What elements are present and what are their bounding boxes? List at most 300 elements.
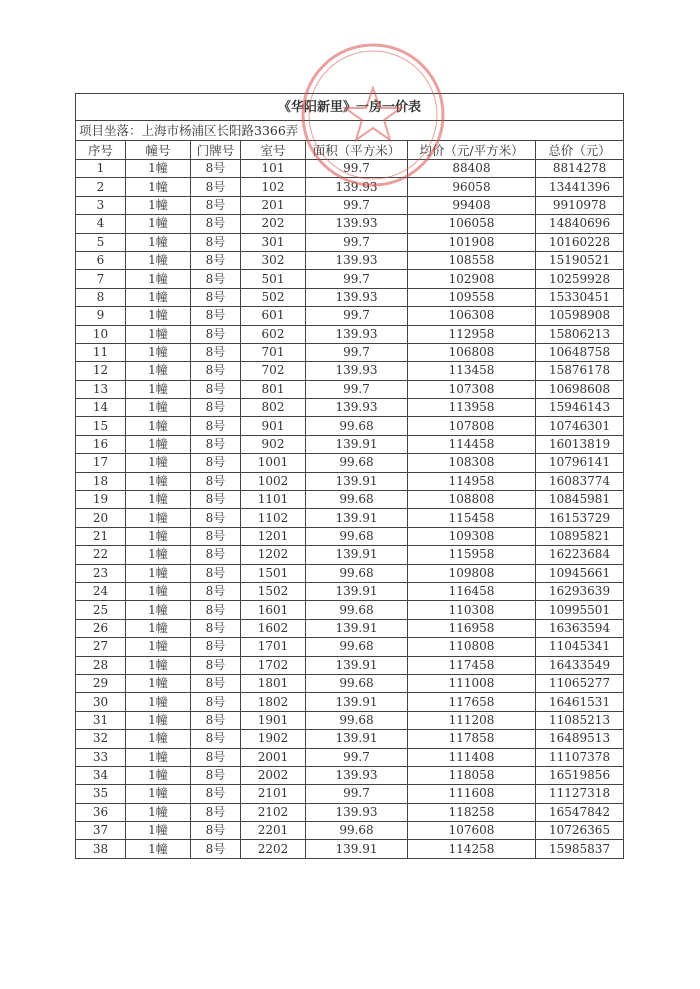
row-index: 21 xyxy=(76,527,126,545)
total-price: 10259928 xyxy=(536,270,624,288)
total-price: 10648758 xyxy=(536,343,624,361)
row-index: 33 xyxy=(76,748,126,766)
area: 99.68 xyxy=(306,638,408,656)
building-no: 1幢 xyxy=(126,178,191,196)
row-index: 1 xyxy=(76,160,126,178)
door-no: 8号 xyxy=(191,380,241,398)
building-no: 1幢 xyxy=(126,730,191,748)
total-price: 16363594 xyxy=(536,619,624,637)
room-no: 301 xyxy=(241,233,306,251)
building-no: 1幢 xyxy=(126,417,191,435)
door-no: 8号 xyxy=(191,693,241,711)
area: 139.91 xyxy=(306,656,408,674)
total-price: 10796141 xyxy=(536,454,624,472)
room-no: 1701 xyxy=(241,638,306,656)
total-price: 16461531 xyxy=(536,693,624,711)
total-price: 16223684 xyxy=(536,546,624,564)
row-index: 15 xyxy=(76,417,126,435)
door-no: 8号 xyxy=(191,582,241,600)
building-no: 1幢 xyxy=(126,785,191,803)
unit-price: 114458 xyxy=(408,435,536,453)
total-price: 9910978 xyxy=(536,196,624,214)
door-no: 8号 xyxy=(191,674,241,692)
unit-price: 106308 xyxy=(408,307,536,325)
table-row xyxy=(76,785,624,803)
total-price: 15330451 xyxy=(536,288,624,306)
door-no: 8号 xyxy=(191,270,241,288)
row-index: 22 xyxy=(76,546,126,564)
row-index: 34 xyxy=(76,766,126,784)
col-header-index: 序号 xyxy=(76,141,126,160)
table-row xyxy=(76,656,624,674)
row-index: 13 xyxy=(76,380,126,398)
table-row xyxy=(76,454,624,472)
building-no: 1幢 xyxy=(126,233,191,251)
table-row xyxy=(76,803,624,821)
door-no: 8号 xyxy=(191,785,241,803)
area: 99.68 xyxy=(306,711,408,729)
unit-price: 118058 xyxy=(408,766,536,784)
room-no: 702 xyxy=(241,362,306,380)
col-header-room: 室号 xyxy=(241,141,306,160)
room-no: 1501 xyxy=(241,564,306,582)
unit-price: 111008 xyxy=(408,674,536,692)
unit-price: 108808 xyxy=(408,491,536,509)
table-row xyxy=(76,619,624,637)
room-no: 2201 xyxy=(241,822,306,840)
total-price: 15946143 xyxy=(536,399,624,417)
total-price: 11127318 xyxy=(536,785,624,803)
door-no: 8号 xyxy=(191,656,241,674)
room-no: 1001 xyxy=(241,454,306,472)
door-no: 8号 xyxy=(191,822,241,840)
row-index: 36 xyxy=(76,803,126,821)
col-header-door: 门牌号 xyxy=(191,141,241,160)
building-no: 1幢 xyxy=(126,601,191,619)
area: 139.93 xyxy=(306,215,408,233)
building-no: 1幢 xyxy=(126,564,191,582)
unit-price: 118258 xyxy=(408,803,536,821)
room-no: 201 xyxy=(241,196,306,214)
room-no: 2102 xyxy=(241,803,306,821)
header-row xyxy=(76,141,624,160)
row-index: 6 xyxy=(76,251,126,269)
total-price: 11065277 xyxy=(536,674,624,692)
building-no: 1幢 xyxy=(126,582,191,600)
door-no: 8号 xyxy=(191,472,241,490)
unit-price: 88408 xyxy=(408,160,536,178)
door-no: 8号 xyxy=(191,233,241,251)
building-no: 1幢 xyxy=(126,270,191,288)
area: 139.91 xyxy=(306,619,408,637)
total-price: 16293639 xyxy=(536,582,624,600)
unit-price: 106058 xyxy=(408,215,536,233)
table-row xyxy=(76,638,624,656)
building-no: 1幢 xyxy=(126,399,191,417)
row-index: 8 xyxy=(76,288,126,306)
row-index: 29 xyxy=(76,674,126,692)
area: 139.93 xyxy=(306,178,408,196)
table-row xyxy=(76,693,624,711)
total-price: 13441396 xyxy=(536,178,624,196)
room-no: 1601 xyxy=(241,601,306,619)
building-no: 1幢 xyxy=(126,619,191,637)
row-index: 20 xyxy=(76,509,126,527)
room-no: 902 xyxy=(241,435,306,453)
door-no: 8号 xyxy=(191,546,241,564)
door-no: 8号 xyxy=(191,730,241,748)
unit-price: 117658 xyxy=(408,693,536,711)
building-no: 1幢 xyxy=(126,638,191,656)
building-no: 1幢 xyxy=(126,840,191,858)
room-no: 701 xyxy=(241,343,306,361)
row-index: 4 xyxy=(76,215,126,233)
unit-price: 117858 xyxy=(408,730,536,748)
building-no: 1幢 xyxy=(126,509,191,527)
unit-price: 107608 xyxy=(408,822,536,840)
area: 139.93 xyxy=(306,325,408,343)
room-no: 2002 xyxy=(241,766,306,784)
room-no: 502 xyxy=(241,288,306,306)
row-index: 37 xyxy=(76,822,126,840)
total-price: 10698608 xyxy=(536,380,624,398)
total-price: 10895821 xyxy=(536,527,624,545)
door-no: 8号 xyxy=(191,803,241,821)
building-no: 1幢 xyxy=(126,491,191,509)
table-row xyxy=(76,748,624,766)
table-row xyxy=(76,840,624,858)
row-index: 3 xyxy=(76,196,126,214)
door-no: 8号 xyxy=(191,196,241,214)
row-index: 35 xyxy=(76,785,126,803)
building-no: 1幢 xyxy=(126,325,191,343)
area: 99.7 xyxy=(306,380,408,398)
total-price: 15876178 xyxy=(536,362,624,380)
building-no: 1幢 xyxy=(126,435,191,453)
table-row xyxy=(76,601,624,619)
unit-price: 114258 xyxy=(408,840,536,858)
room-no: 1901 xyxy=(241,711,306,729)
building-no: 1幢 xyxy=(126,343,191,361)
door-no: 8号 xyxy=(191,215,241,233)
room-no: 1202 xyxy=(241,546,306,564)
area: 139.93 xyxy=(306,766,408,784)
area: 99.7 xyxy=(306,160,408,178)
building-no: 1幢 xyxy=(126,803,191,821)
room-no: 101 xyxy=(241,160,306,178)
door-no: 8号 xyxy=(191,160,241,178)
building-no: 1幢 xyxy=(126,546,191,564)
door-no: 8号 xyxy=(191,251,241,269)
row-index: 14 xyxy=(76,399,126,417)
area: 99.7 xyxy=(306,270,408,288)
total-price: 14840696 xyxy=(536,215,624,233)
table-row xyxy=(76,564,624,582)
table-row xyxy=(76,527,624,545)
total-price: 15985837 xyxy=(536,840,624,858)
total-price: 16547842 xyxy=(536,803,624,821)
total-price: 16519856 xyxy=(536,766,624,784)
door-no: 8号 xyxy=(191,288,241,306)
building-no: 1幢 xyxy=(126,251,191,269)
total-price: 10598908 xyxy=(536,307,624,325)
unit-price: 116458 xyxy=(408,582,536,600)
row-index: 24 xyxy=(76,582,126,600)
door-no: 8号 xyxy=(191,399,241,417)
total-price: 8814278 xyxy=(536,160,624,178)
total-price: 10746301 xyxy=(536,417,624,435)
building-no: 1幢 xyxy=(126,656,191,674)
price-list-table xyxy=(75,93,624,859)
door-no: 8号 xyxy=(191,178,241,196)
row-index: 2 xyxy=(76,178,126,196)
col-header-unit-price: 均价（元/平方米） xyxy=(408,141,536,160)
area: 139.91 xyxy=(306,582,408,600)
total-price: 11085213 xyxy=(536,711,624,729)
unit-price: 107808 xyxy=(408,417,536,435)
unit-price: 116958 xyxy=(408,619,536,637)
area: 139.91 xyxy=(306,693,408,711)
unit-price: 111408 xyxy=(408,748,536,766)
area: 99.68 xyxy=(306,454,408,472)
room-no: 1502 xyxy=(241,582,306,600)
room-no: 1801 xyxy=(241,674,306,692)
total-price: 10945661 xyxy=(536,564,624,582)
unit-price: 109308 xyxy=(408,527,536,545)
unit-price: 99408 xyxy=(408,196,536,214)
door-no: 8号 xyxy=(191,435,241,453)
row-index: 7 xyxy=(76,270,126,288)
row-index: 10 xyxy=(76,325,126,343)
table-row xyxy=(76,674,624,692)
table-row xyxy=(76,472,624,490)
area: 139.91 xyxy=(306,435,408,453)
total-price: 16083774 xyxy=(536,472,624,490)
unit-price: 113458 xyxy=(408,362,536,380)
room-no: 1702 xyxy=(241,656,306,674)
table-row xyxy=(76,288,624,306)
door-no: 8号 xyxy=(191,454,241,472)
area: 139.93 xyxy=(306,251,408,269)
building-no: 1幢 xyxy=(126,711,191,729)
unit-price: 110808 xyxy=(408,638,536,656)
total-price: 10160228 xyxy=(536,233,624,251)
col-header-area: 面积（平方米） xyxy=(306,141,408,160)
table-row xyxy=(76,417,624,435)
building-no: 1幢 xyxy=(126,527,191,545)
room-no: 901 xyxy=(241,417,306,435)
unit-price: 115458 xyxy=(408,509,536,527)
unit-price: 117458 xyxy=(408,656,536,674)
room-no: 802 xyxy=(241,399,306,417)
room-no: 302 xyxy=(241,251,306,269)
area: 99.68 xyxy=(306,417,408,435)
total-price: 15190521 xyxy=(536,251,624,269)
row-index: 25 xyxy=(76,601,126,619)
table-row xyxy=(76,546,624,564)
area: 99.68 xyxy=(306,674,408,692)
total-price: 10726365 xyxy=(536,822,624,840)
door-no: 8号 xyxy=(191,564,241,582)
area: 139.91 xyxy=(306,730,408,748)
area: 99.7 xyxy=(306,307,408,325)
unit-price: 108308 xyxy=(408,454,536,472)
table-row xyxy=(76,730,624,748)
table-row xyxy=(76,491,624,509)
table-row xyxy=(76,215,624,233)
row-index: 23 xyxy=(76,564,126,582)
building-no: 1幢 xyxy=(126,472,191,490)
table-row xyxy=(76,435,624,453)
area: 139.91 xyxy=(306,509,408,527)
table-row xyxy=(76,711,624,729)
door-no: 8号 xyxy=(191,362,241,380)
door-no: 8号 xyxy=(191,307,241,325)
table-row xyxy=(76,766,624,784)
table-row xyxy=(76,582,624,600)
total-price: 10845981 xyxy=(536,491,624,509)
building-no: 1幢 xyxy=(126,362,191,380)
room-no: 602 xyxy=(241,325,306,343)
building-no: 1幢 xyxy=(126,454,191,472)
unit-price: 106808 xyxy=(408,343,536,361)
table-row xyxy=(76,160,624,178)
area: 99.68 xyxy=(306,564,408,582)
building-no: 1幢 xyxy=(126,674,191,692)
table-title: 《华阳新里》一房一价表 xyxy=(76,94,624,121)
area: 139.91 xyxy=(306,840,408,858)
room-no: 1902 xyxy=(241,730,306,748)
row-index: 9 xyxy=(76,307,126,325)
building-no: 1幢 xyxy=(126,160,191,178)
total-price: 16433549 xyxy=(536,656,624,674)
unit-price: 115958 xyxy=(408,546,536,564)
building-no: 1幢 xyxy=(126,693,191,711)
project-address: 项目坐落：上海市杨浦区长阳路3366弄 xyxy=(76,121,624,141)
door-no: 8号 xyxy=(191,343,241,361)
table-row xyxy=(76,251,624,269)
room-no: 2202 xyxy=(241,840,306,858)
table-row xyxy=(76,399,624,417)
row-index: 31 xyxy=(76,711,126,729)
table-row xyxy=(76,380,624,398)
door-no: 8号 xyxy=(191,840,241,858)
area: 139.93 xyxy=(306,803,408,821)
table-row xyxy=(76,343,624,361)
door-no: 8号 xyxy=(191,748,241,766)
area: 99.68 xyxy=(306,601,408,619)
area: 99.68 xyxy=(306,527,408,545)
unit-price: 101908 xyxy=(408,233,536,251)
area: 99.7 xyxy=(306,748,408,766)
row-index: 12 xyxy=(76,362,126,380)
door-no: 8号 xyxy=(191,417,241,435)
door-no: 8号 xyxy=(191,766,241,784)
door-no: 8号 xyxy=(191,619,241,637)
door-no: 8号 xyxy=(191,325,241,343)
unit-price: 114958 xyxy=(408,472,536,490)
unit-price: 111208 xyxy=(408,711,536,729)
door-no: 8号 xyxy=(191,491,241,509)
building-no: 1幢 xyxy=(126,288,191,306)
room-no: 1802 xyxy=(241,693,306,711)
table-row xyxy=(76,233,624,251)
area: 139.91 xyxy=(306,546,408,564)
room-no: 1201 xyxy=(241,527,306,545)
table-row xyxy=(76,362,624,380)
total-price: 15806213 xyxy=(536,325,624,343)
area: 99.7 xyxy=(306,785,408,803)
room-no: 1101 xyxy=(241,491,306,509)
table-row xyxy=(76,178,624,196)
unit-price: 96058 xyxy=(408,178,536,196)
row-index: 27 xyxy=(76,638,126,656)
col-header-total-price: 总价（元） xyxy=(536,141,624,160)
building-no: 1幢 xyxy=(126,215,191,233)
unit-price: 110308 xyxy=(408,601,536,619)
unit-price: 108558 xyxy=(408,251,536,269)
area: 139.91 xyxy=(306,472,408,490)
unit-price: 111608 xyxy=(408,785,536,803)
row-index: 18 xyxy=(76,472,126,490)
row-index: 17 xyxy=(76,454,126,472)
row-index: 30 xyxy=(76,693,126,711)
room-no: 202 xyxy=(241,215,306,233)
table-row xyxy=(76,270,624,288)
room-no: 501 xyxy=(241,270,306,288)
table-row xyxy=(76,325,624,343)
total-price: 16489513 xyxy=(536,730,624,748)
total-price: 11045341 xyxy=(536,638,624,656)
area: 99.68 xyxy=(306,822,408,840)
room-no: 1102 xyxy=(241,509,306,527)
area: 99.68 xyxy=(306,491,408,509)
building-no: 1幢 xyxy=(126,822,191,840)
table-row xyxy=(76,822,624,840)
unit-price: 113958 xyxy=(408,399,536,417)
table-row xyxy=(76,196,624,214)
door-no: 8号 xyxy=(191,601,241,619)
room-no: 1602 xyxy=(241,619,306,637)
room-no: 2101 xyxy=(241,785,306,803)
total-price: 16153729 xyxy=(536,509,624,527)
row-index: 38 xyxy=(76,840,126,858)
row-index: 11 xyxy=(76,343,126,361)
door-no: 8号 xyxy=(191,711,241,729)
row-index: 32 xyxy=(76,730,126,748)
room-no: 2001 xyxy=(241,748,306,766)
door-no: 8号 xyxy=(191,527,241,545)
building-no: 1幢 xyxy=(126,380,191,398)
unit-price: 112958 xyxy=(408,325,536,343)
building-no: 1幢 xyxy=(126,766,191,784)
col-header-building: 幢号 xyxy=(126,141,191,160)
building-no: 1幢 xyxy=(126,196,191,214)
area: 139.93 xyxy=(306,362,408,380)
total-price: 10995501 xyxy=(536,601,624,619)
area: 99.7 xyxy=(306,233,408,251)
total-price: 16013819 xyxy=(536,435,624,453)
unit-price: 109558 xyxy=(408,288,536,306)
table-row xyxy=(76,509,624,527)
row-index: 26 xyxy=(76,619,126,637)
area: 99.7 xyxy=(306,343,408,361)
door-no: 8号 xyxy=(191,638,241,656)
room-no: 801 xyxy=(241,380,306,398)
row-index: 19 xyxy=(76,491,126,509)
area: 139.93 xyxy=(306,399,408,417)
table-row xyxy=(76,307,624,325)
